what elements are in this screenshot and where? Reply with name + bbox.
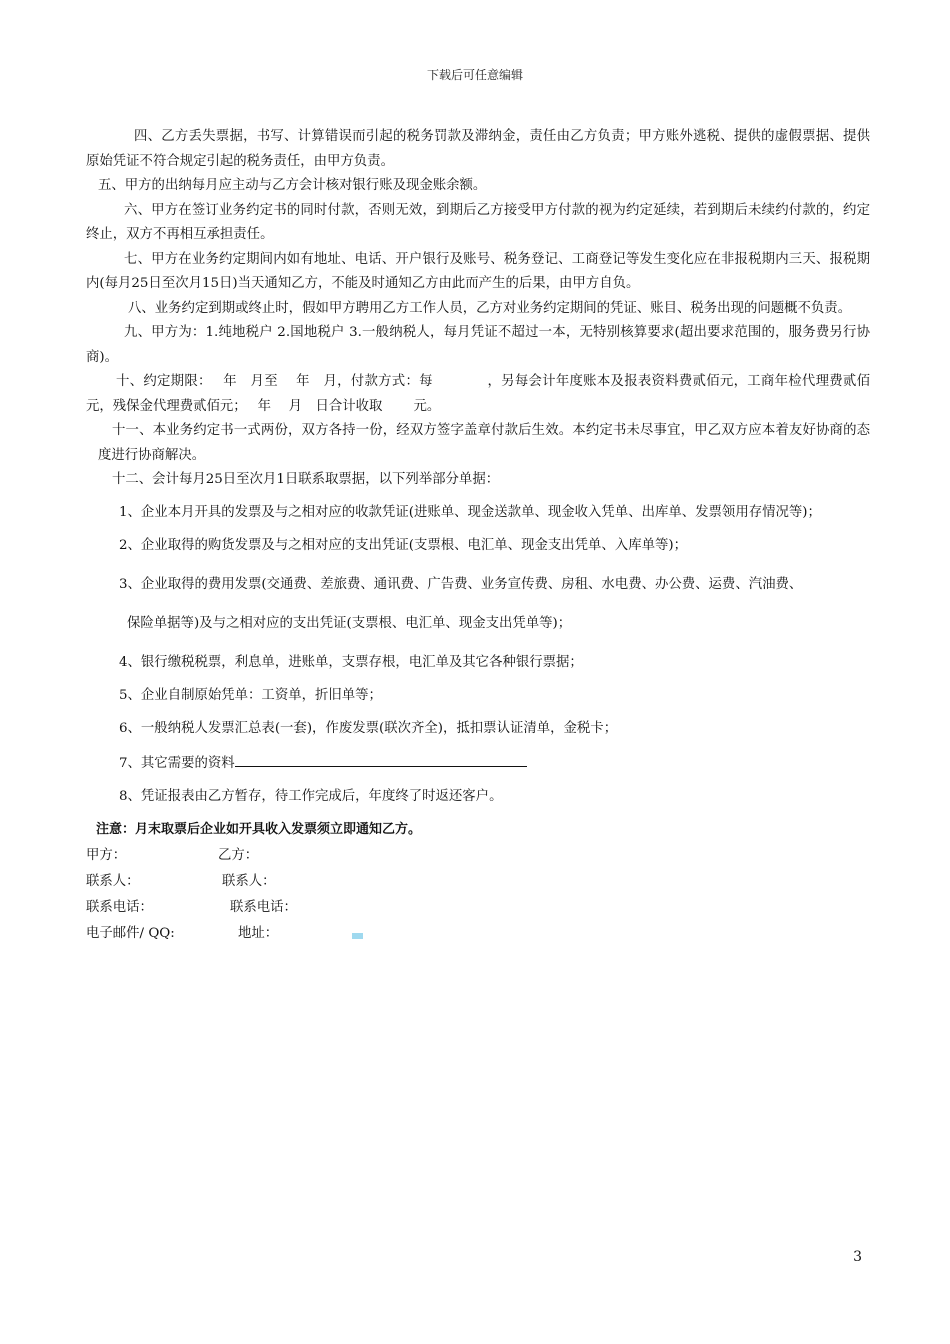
clause-4: 四、乙方丢失票据，书写、计算错误而引起的税务罚款及滞纳金，责任由乙方负责；甲方账外逃税、提供的虚假票据、提供原始凭证不符合规定引起的税务责任，由甲方负责。 (86, 129, 870, 169)
phone-a-label: 联系电话： (86, 899, 153, 915)
address-label: 地址： (238, 925, 279, 941)
signature-row-email (86, 921, 870, 947)
fill-in-blank-line (235, 752, 527, 767)
clause-6: 六、甲方在签订业务约定书的同时付款，否则无效，到期后乙方接受甲方付款的视为约定延续，若到期后未续约付款的，约定终止，双方不再相互承担责任。 (86, 202, 870, 242)
document-item-2: 2、企业取得的购货发票及与之相对应的支出凭证(支票根、电汇单、现金支出凭单、入库单等)； (119, 537, 687, 553)
clause-8: 八、业务约定到期或终止时，假如甲方聘用乙方工作人员，乙方对业务约定期间的凭证、账目、税务出现的问题概不负责。 (128, 300, 852, 316)
page-number: 3 (853, 1249, 862, 1265)
contact-b-label: 联系人： (222, 873, 276, 889)
clause-9: 九、甲方为：1.纯地税户 2.国地税户 3.一般纳税人，每月凭证不超过一本，无特别核算要求(超出要求范围的，服务费另行协商)。 (86, 325, 870, 365)
document-item-3: 3、企业取得的费用发票(交通费、差旅费、通讯费、广告费、业务宣传费、房租、水电费、办公费、运费、汽油费、 (119, 576, 803, 592)
highlight-mark (352, 933, 363, 939)
document-item-1: 1、企业本月开具的发票及与之相对应的收款凭证(进账单、现金送款单、现金收入凭单、出库单、发票领用存情况等)； (119, 504, 821, 520)
document-item-3-continued: 保险单据等)及与之相对应的支出凭证(支票根、电汇单、现金支出凭单等)； (127, 615, 572, 631)
clause-10: 十、约定期限： 年 月至 年 月，付款方式：每 ，另每会计年度账本及报表资料费贰佰元，工商年检代理费贰佰元，残保金代理费贰佰元； 年 月 日合计收取 元。 (86, 374, 870, 414)
clause-12: 十二、会计每月25日至次月1日联系取票据，以下列举部分单据： (112, 472, 500, 487)
contact-a-label: 联系人： (86, 873, 140, 889)
email-qq-label: 电子邮件/ QQ: (86, 925, 175, 941)
document-item-8: 8、凭证报表由乙方暂存，待工作完成后，年度终了时返还客户。 (119, 788, 503, 804)
document-item-4: 4、银行缴税税票，利息单，进账单，支票存根，电汇单及其它各种银行票据； (119, 654, 583, 670)
phone-b-label: 联系电话： (230, 899, 297, 915)
party-a-label: 甲方： (86, 847, 127, 863)
document-item-6: 6、一般纳税人发票汇总表(一套)，作废发票(联次齐全)，抵扣票认证清单，金税卡； (119, 720, 618, 736)
clause-7: 七、甲方在业务约定期间内如有地址、电话、开户银行及账号、税务登记、工商登记等发生变化应在非报税期内三天、报税期内(每月25日至次月15日)当天通知乙方，不能及时通知乙方由此而产生的后果，由甲方自负。 (86, 251, 870, 291)
document-item-7-label: 7、其它需要的资料 (119, 755, 235, 771)
notice-text: 注意：月末取票后企业如开具收入发票须立即通知乙方。 (96, 821, 422, 837)
document-item-7 (86, 752, 870, 774)
signature-row-phone (86, 895, 870, 921)
party-b-label: 乙方： (218, 847, 259, 863)
page-header: 下载后可任意编辑 (426, 68, 523, 82)
signature-row-party (86, 843, 870, 869)
contract-body (86, 125, 870, 947)
document-item-5: 5、企业自制原始凭单：工资单，折旧单等； (119, 687, 382, 703)
signature-row-contact (86, 869, 870, 895)
clause-11: 十一、本业务约定书一式两份，双方各持一份，经双方签字盖章付款后生效。本约定书未尽事宜，甲乙双方应本着友好协商的态度进行协商解决。 (98, 423, 870, 463)
clause-5: 五、甲方的出纳每月应主动与乙方会计核对银行账及现金账余额。 (98, 178, 487, 193)
